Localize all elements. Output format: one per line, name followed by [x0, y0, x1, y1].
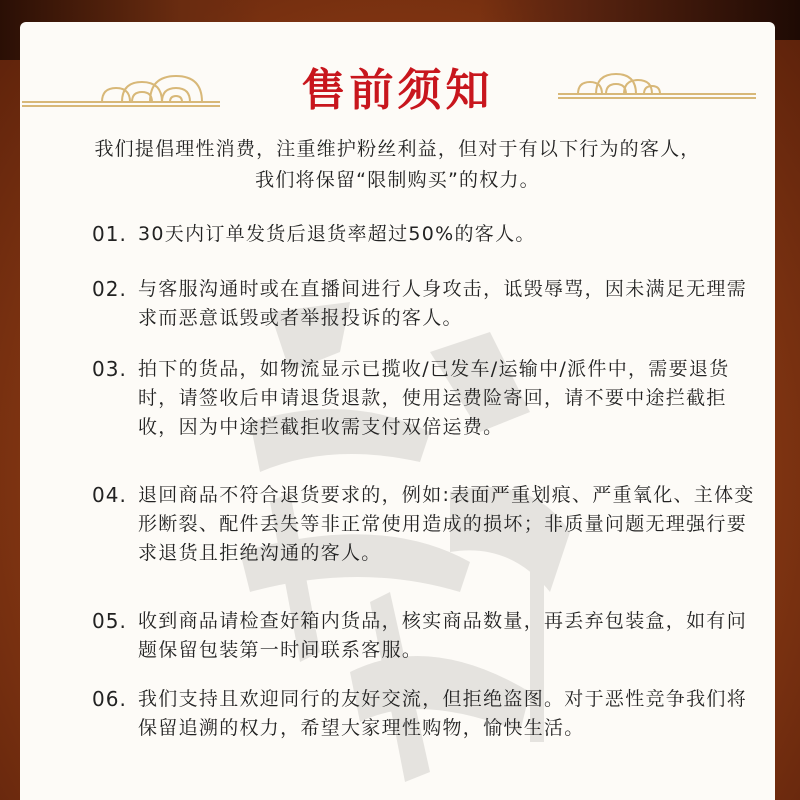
notice-card	[20, 22, 775, 800]
item-text: 30天内订单发货后退货率超过50%的客人。	[138, 223, 536, 245]
intro-line-2: 我们将保留“限制购买”的权力。	[255, 169, 540, 191]
cloud-ornament-right-icon	[558, 60, 758, 108]
page-title: 售前须知	[301, 65, 494, 116]
intro-line-1: 我们提倡理性消费，注重维护粉丝利益，但对于有以下行为的客人，	[94, 138, 701, 160]
item-number: 01.	[92, 222, 127, 246]
item-text: 与客服沟通时或在直播间进行人身攻击，诋毁辱骂，因未满足无理需求而恶意诋毁或者举报投诉的客人。	[138, 278, 748, 329]
item-number: 06.	[92, 687, 127, 711]
intro-text	[20, 134, 775, 196]
item-text: 我们支持且欢迎同行的友好交流，但拒绝盗图。对于恶性竞争我们将保留追溯的权力，希望大家理性购物，愉快生活。	[138, 688, 748, 739]
item-text: 拍下的货品，如物流显示已揽收/已发车/运输中/派件中，需要退货时，请签收后申请退货退款，使用运费险寄回，请不要中途拦截拒收，因为中途拦截拒收需支付双倍运费。	[138, 358, 730, 438]
item-number: 02.	[92, 277, 127, 301]
item-text: 收到商品请检查好箱内货品，核实商品数量，再丢弃包装盒，如有问题保留包装第一时间联系客服。	[138, 610, 748, 661]
item-number: 04.	[92, 483, 127, 507]
item-number: 05.	[92, 609, 127, 633]
item-text: 退回商品不符合退货要求的，例如:表面严重划痕、严重氧化、主体变形断裂、配件丢失等非正常使用造成的损坏；非质量问题无理强行要求退货且拒绝沟通的客人。	[138, 484, 755, 564]
item-number: 03.	[92, 357, 127, 381]
